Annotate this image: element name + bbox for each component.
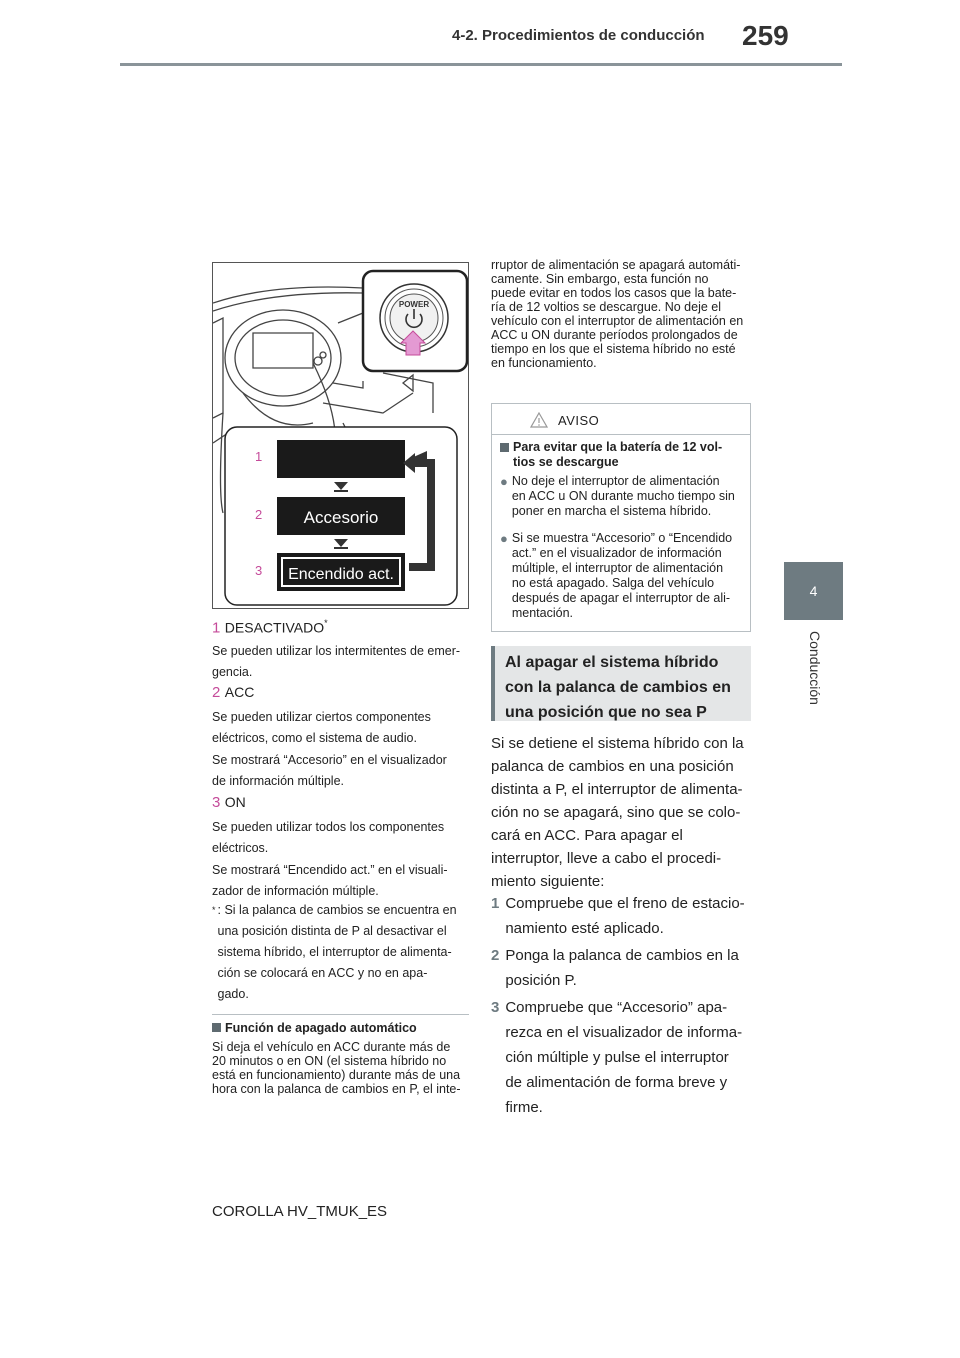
- section-heading-box: [491, 646, 751, 721]
- step-title: ACC: [224, 684, 255, 700]
- step-acc-desc2: Se mostrará “Accesorio” en el visualizador de información múltiple.: [212, 753, 447, 788]
- document-footer: COROLLA HV_TMUK_ES: [212, 1203, 388, 1220]
- step-off: [212, 618, 474, 637]
- state-label-2: 2: [255, 507, 263, 522]
- step-on: [212, 794, 474, 812]
- square-bullet-icon: [500, 443, 509, 452]
- footnote: [212, 900, 474, 1005]
- state-label-3: 3: [255, 563, 263, 578]
- step-title: ON: [224, 794, 246, 810]
- state-label-1: 1: [255, 449, 263, 464]
- step-off-desc: Se pueden utilizar los intermitentes de emer- gencia.: [212, 644, 461, 679]
- procedure-step-1: [491, 892, 753, 941]
- square-bullet-icon: [212, 1023, 221, 1032]
- step-text: Ponga la palanca de cambios en la posición P.: [505, 947, 739, 989]
- step-acc: [212, 684, 474, 702]
- display-accesorio-text: Accesorio: [303, 508, 379, 527]
- step-text: Compruebe que “Accesorio” apa- rezca en el visualizador de informa- ción múltiple y pulse el interruptor de alimentación de forma breve y firme.: [505, 999, 743, 1116]
- footnote-mark: *: [212, 905, 216, 915]
- procedure-intro: Si se detiene el sistema híbrido con la palanca de cambios en una posición distinta a P, el interruptor de alimenta- ción no se apagará, sino que se colo- cará en ACC. Para apagar el interruptor, lleve a cabo el procedi- miento siguiente:: [491, 735, 744, 890]
- step-text: Compruebe que el freno de estacio- namiento esté aplicado.: [505, 895, 745, 937]
- chapter-label: Conducción: [807, 631, 823, 705]
- footnote-text: : Si la palanca de cambios se encuentra en una posición distinta de P al desactivar el sistema híbrido, el interruptor de alimenta- ción se colocará en ACC y no en apa- gado.: [217, 903, 457, 1001]
- step-on-desc2: Se mostrará “Encendido act.” en el visuali- zador de información múltiple.: [212, 863, 448, 898]
- auto-off-continued: rruptor de alimentación se apagará automáti- camente. Sin embargo, esta función no puede evitar en todos los casos que la bate- ría de 12 voltios se descargue. No deje el vehículo con el interruptor de alimentación en ACC u ON durante períodos prolongados de tiempo en los que el sistema híbrido no esté en funcionamiento.: [491, 258, 744, 370]
- step-title: DESACTIVADO: [224, 619, 325, 636]
- step-number: 1: [491, 895, 500, 912]
- warning-icon: [530, 412, 548, 428]
- notice-bullet-2: Si se muestra “Accesorio” o “Encendido act.” en el visualizador de información múltiple, el interruptor de alimentación no está apagado. Salga del vehículo después de apagar el interruptor de ali- mentación.: [511, 531, 733, 620]
- display-encendido-text: Encendido act.: [288, 566, 394, 583]
- page-number: 259: [742, 20, 789, 51]
- section-heading: Al apagar el sistema híbrido con la palanca de cambios en una posición que no sea P: [505, 654, 731, 721]
- step-number: 3: [491, 999, 500, 1016]
- divider: [212, 1014, 469, 1015]
- step-number: 2: [491, 947, 500, 964]
- circle-bullet-icon: ●: [500, 474, 508, 489]
- notice-box: [491, 403, 751, 632]
- chapter-number: 4: [809, 583, 818, 599]
- step-number: 2: [212, 684, 221, 701]
- dashboard-drawing: [213, 263, 469, 609]
- procedure-step-2: [491, 944, 753, 993]
- step-on-desc1: Se pueden utilizar todos los componentes eléctricos.: [212, 820, 445, 855]
- auto-off-text: Si deja el vehículo en ACC durante más de 20 minutos o en ON (el sistema híbrido no está en funcionamiento) durante más de una hora con la palanca de cambios en P, el inte-: [212, 1040, 461, 1096]
- notice-heading: Para evitar que la batería de 12 vol- tios se descargue: [513, 440, 723, 469]
- notice-bullet-1: No deje el interruptor de alimentación en ACC u ON durante mucho tiempo sin poner en marcha el sistema híbrido.: [511, 474, 735, 518]
- notice-title: AVISO: [558, 412, 600, 428]
- auto-off-title: Función de apagado automático: [225, 1021, 417, 1035]
- circle-bullet-icon: ●: [500, 531, 508, 546]
- notice-divider: [492, 434, 750, 435]
- display-off: [277, 440, 405, 478]
- step-number: 1: [212, 619, 221, 637]
- section-title: 4-2. Procedimientos de conducción: [452, 27, 705, 44]
- power-label: POWER: [398, 300, 430, 309]
- step-number: 3: [212, 794, 221, 811]
- step-acc-desc1: Se pueden utilizar ciertos componentes eléctricos, como el sistema de audio.: [212, 710, 431, 745]
- power-switch-illustration: [212, 262, 469, 609]
- auto-off-heading: [212, 1021, 474, 1035]
- header-rule: [120, 63, 842, 66]
- procedure-step-3: [491, 996, 753, 1120]
- footnote-star: *: [324, 618, 328, 628]
